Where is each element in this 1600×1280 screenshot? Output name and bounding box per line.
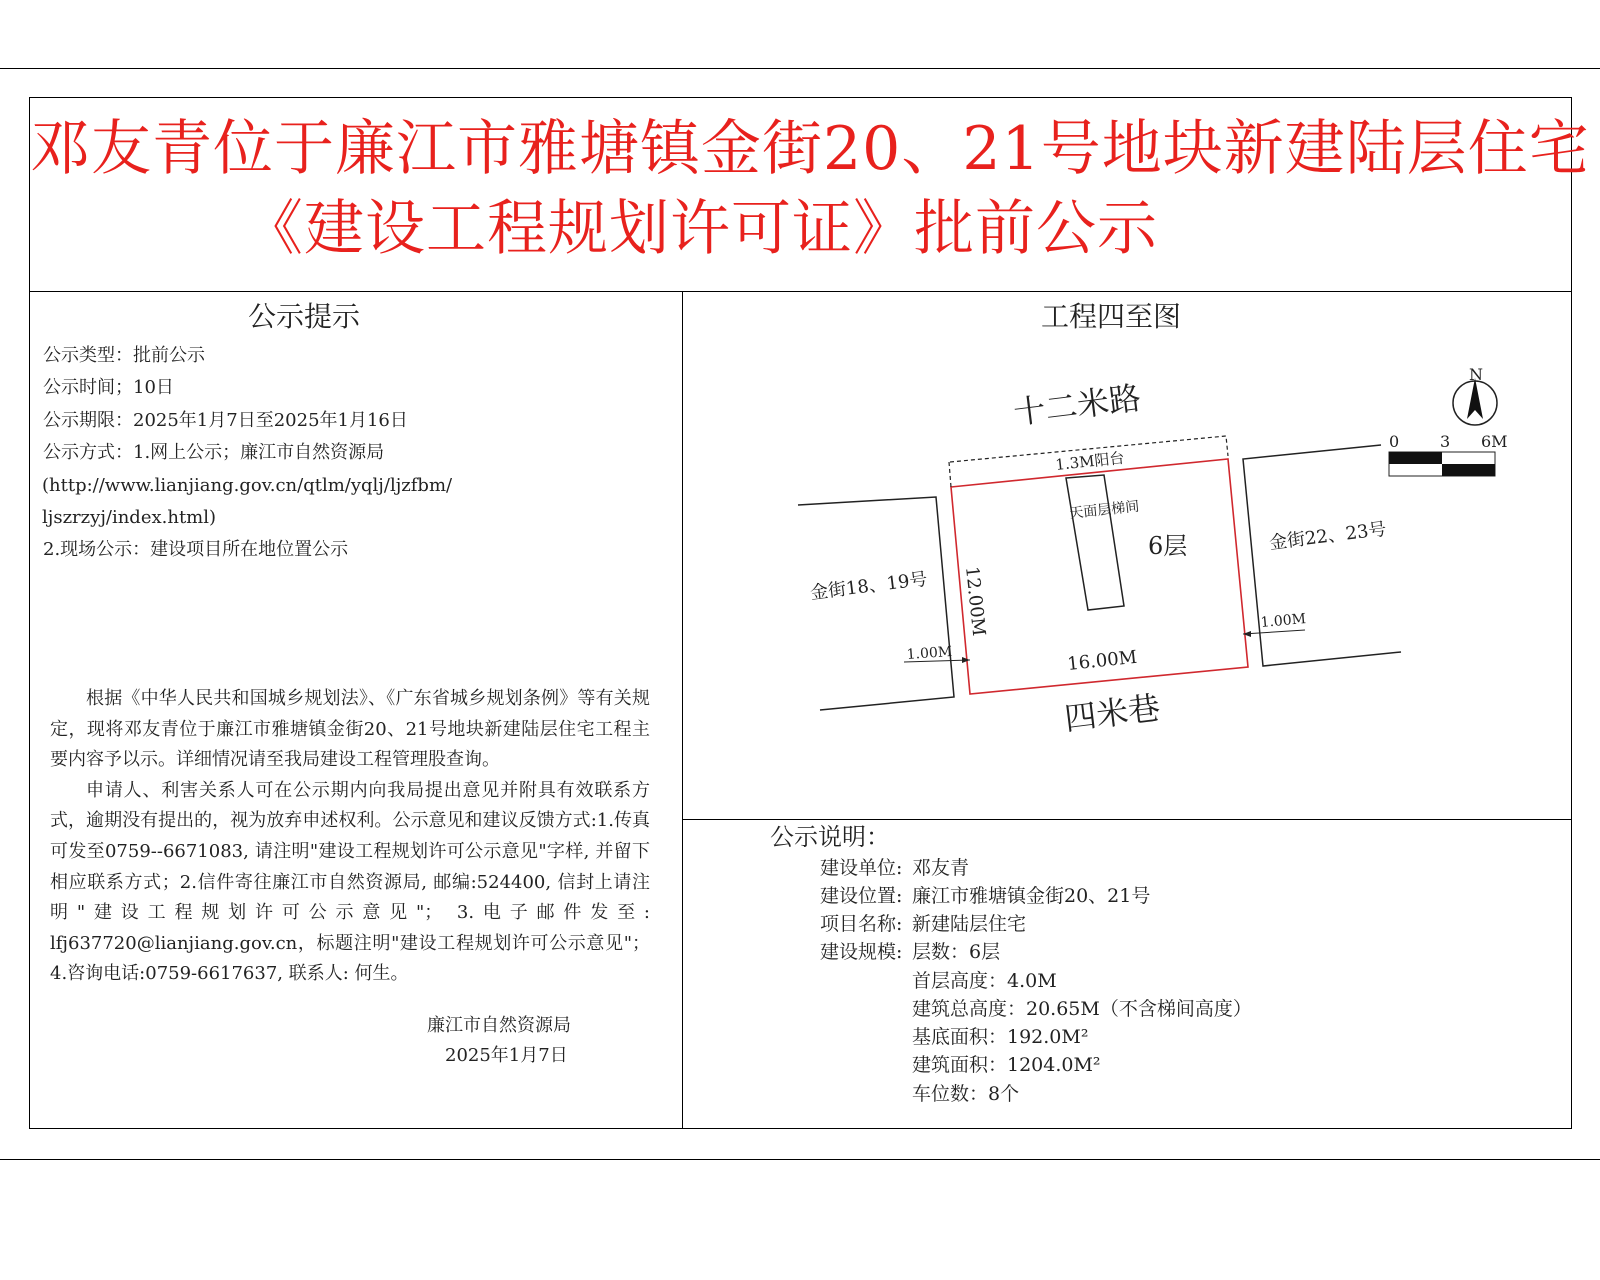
- depth-dimension: 12.00M: [961, 565, 990, 638]
- title-box: [30, 98, 1590, 292]
- notice-url-line2: ljszrzyj/index.html): [42, 507, 217, 528]
- stair-room-label: 天面层梯间: [1068, 498, 1141, 522]
- notice-duration: 公示时间；10日: [43, 377, 174, 398]
- notice-url-line1: (http://www.lianjiang.gov.cn/qtlm/yqlj/ljzfbm/: [42, 475, 453, 496]
- detail-floor-area: 建筑面积：1204.0M²: [912, 1054, 1101, 1076]
- stair-room-outline: [1066, 475, 1124, 610]
- west-neighbor-outline: [798, 497, 954, 710]
- detail-row-project: 项目名称: 新建陆层住宅: [820, 913, 1027, 935]
- floors-label: 6层: [1148, 532, 1188, 560]
- north-road-label: 十二米路: [1011, 378, 1144, 432]
- detail-total-height: 建筑总高度：20.65M（不含梯间高度）: [912, 998, 1252, 1020]
- detail-first-floor-height: 首层高度：4.0M: [912, 970, 1057, 992]
- width-dimension: 16.00M: [1066, 646, 1139, 675]
- site-plan-diagram: [683, 292, 1571, 820]
- scale-label-6m: 6M: [1481, 432, 1508, 451]
- page-title-line1: 邓友青位于廉江市雅塘镇金街20、21号地块新建陆层住宅: [30, 114, 1590, 184]
- notice-heading: 公示提示: [248, 300, 361, 333]
- scale-label-0: 0: [1389, 432, 1400, 451]
- notice-date: 2025年1月7日: [445, 1045, 568, 1066]
- notice-type: 公示类型：批前公示: [43, 345, 205, 366]
- detail-row-location: 建设位置: 廉江市雅塘镇金街20、21号: [820, 885, 1151, 907]
- north-arrow-icon: [1453, 365, 1497, 425]
- notice-period: 公示期限：2025年1月7日至2025年1月16日: [43, 410, 408, 431]
- west-neighbor-label: 金街18、19号: [809, 568, 929, 604]
- balcony-label: 1.3M阳台: [1054, 448, 1126, 474]
- east-neighbor-label: 金街22、23号: [1268, 518, 1388, 554]
- east-setback: [1243, 611, 1307, 637]
- site-plan-panel: [683, 292, 1571, 820]
- west-setback-label: 1.00M: [906, 643, 953, 663]
- east-setback-label: 1.00M: [1259, 611, 1307, 631]
- page-title-line2: 《建设工程规划许可证》批前公示: [243, 194, 1158, 264]
- site-plan-heading: 工程四至图: [1041, 300, 1182, 333]
- south-road-label: 四米巷: [1062, 688, 1163, 738]
- notice-method: 公示方式：1.网上公示；廉江市自然资源局: [43, 442, 385, 463]
- notice-paragraph-1: 根据《中华人民共和国城乡规划法》、《广东省城乡规划条例》等有关规定，现将邓友青位于廉江市雅塘镇金街20、21号地块新建陆层住宅工程主要内容予以示。详细情况请至我局建设工程管理股查询。: [50, 688, 650, 771]
- detail-row-scale: 建设规模: 层数：6层: [820, 941, 1001, 963]
- west-setback: [904, 644, 970, 663]
- notice-panel: [30, 292, 683, 1128]
- detail-parking: 车位数：8个: [912, 1083, 1020, 1105]
- details-heading: 公示说明：: [770, 823, 890, 851]
- notice-paragraph-2: 申请人、利害关系人可在公示期内向我局提出意见并附具有效联系方式，逾期没有提出的，视为放弃申述权利。公示意见和建议反馈方式:1.传真可发至0759--6671083, 请注明"建设工程规划许可公示意见"字样, 并留下相应联系方式；2.信件寄往廉江市自然资源局, 邮编:524400, 信封上请注明"建设工程规划许可公示意见"； 3.电子邮件发至: lfj637720@lianjiang.gov.cn，标题注明"建设工程规划许可公示意见"；4.咨询电话:0759-6617637, 联系人: 何生。: [50, 779, 650, 985]
- scale-bar: [1389, 432, 1508, 476]
- notice-board: [29, 97, 1590, 1129]
- north-label: N: [1469, 365, 1483, 384]
- notice-signer: 廉江市自然资源局: [427, 1015, 571, 1036]
- detail-row-unit: 建设单位: 邓友青: [820, 857, 970, 879]
- detail-base-area: 基底面积：192.0M²: [912, 1026, 1089, 1048]
- notice-onsite: 2.现场公示：建设项目所在地位置公示: [43, 539, 349, 560]
- scale-label-3: 3: [1440, 432, 1451, 451]
- project-panel: [683, 292, 1571, 1128]
- notice-body: [50, 684, 650, 990]
